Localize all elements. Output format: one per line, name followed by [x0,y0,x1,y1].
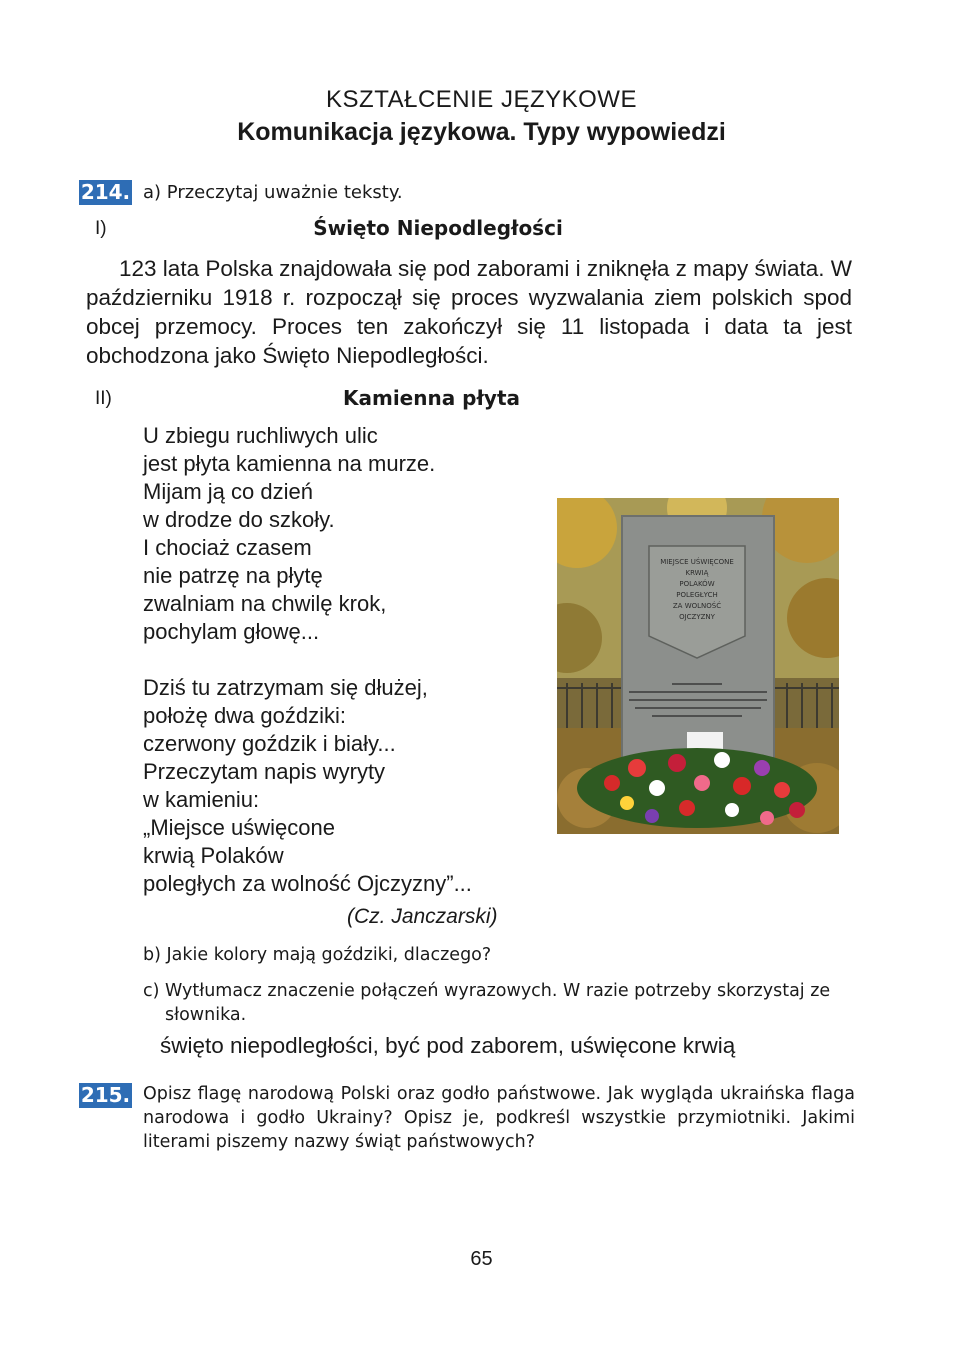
plaque-text: POLEGŁYCH [676,591,718,599]
poem-line: Mijam ją co dzień [143,479,313,504]
poem-line: U zbiegu ruchliwych ulic [143,423,378,448]
poem-line: położę dwa goździki: [143,703,347,728]
exercise-215-text: Opisz flagę narodową Polski oraz godło państwowe. Jak wygląda ukraińska flaga narodowa i godło Ukrainy? Opisz je, podkreśl wszystkie przymiotniki. Jakimi literami piszemy nazwy świąt państwowych? [143,1084,855,1152]
memorial-photo [557,498,839,834]
poem-line: w kamieniu: [143,787,260,812]
plaque-text: OJCZYZNY [679,613,715,621]
poem-line: czerwony goździk i biały... [143,731,396,756]
word-phrases: święto niepodległości, być pod zaborem, uświęcone krwią [160,1033,736,1058]
text1-marker: I) [95,218,107,239]
poem-line: jest płyta kamienna na murze. [143,451,436,476]
lesson-title: Komunikacja językowa. Typy wypowiedzi [237,118,726,146]
text1-title: Święto Niepodległości [313,216,563,240]
stanza-break [143,646,472,674]
task-a: a) Przeczytaj uważnie teksty. [143,182,403,203]
exercise-number-badge: 214. [80,180,131,204]
plaque-text: MIEJSCE UŚWIĘCONE [660,558,734,566]
plaque-text: POLAKÓW [679,580,715,588]
memorial-illustration [557,498,839,834]
text2-title: Kamienna płyta [342,386,521,410]
poem-line: nie patrzę na płytę [143,563,323,588]
poem-line: Przeczytam napis wyryty [143,759,386,784]
poem-line: pochylam głowę... [143,619,320,644]
poem-author: (Cz. Janczarski) [347,905,498,928]
plaque-text: ZA WOLNOŚĆ [672,602,722,610]
page-number: 65 [470,1248,493,1270]
poem-line: „Miejsce uświęcone [143,815,335,840]
poem-line: Dziś tu zatrzymam się dłużej, [143,675,428,700]
text2-marker: II) [95,388,112,409]
section-heading: KSZTAŁCENIE JĘZYKOWE [326,86,637,113]
poem-line: I chociaż czasem [143,535,312,560]
task-c: c) Wytłumacz znaczenie połączeń wyrazowych. W razie potrzeby skorzystaj ze słownika. [143,981,831,1025]
task-b: b) Jakie kolory mają goździki, dlaczego? [143,945,492,965]
poem-line: w drodze do szkoły. [143,507,335,532]
poem-line: krwią Polaków [143,843,284,868]
exercise-number-badge: 215. [80,1083,131,1107]
text1-body [86,254,852,370]
poem [143,422,472,898]
plaque-text: KRWIĄ [685,569,709,577]
poem-line: poległych za wolność Ojczyzny”... [143,871,472,896]
text1-paragraph: 123 lata Polska znajdowała się pod zaborami i zniknęła z mapy świata. W październiku 1918 r. rozpoczął się proces wyzwalania ziem polskich spod obcej przemocy. Proces ten zakończył się 11 listopada i data ta jest obchodzona jako Święto Niepodległości. [86,256,852,368]
poem-line: zwalniam na chwilę krok, [143,591,387,616]
